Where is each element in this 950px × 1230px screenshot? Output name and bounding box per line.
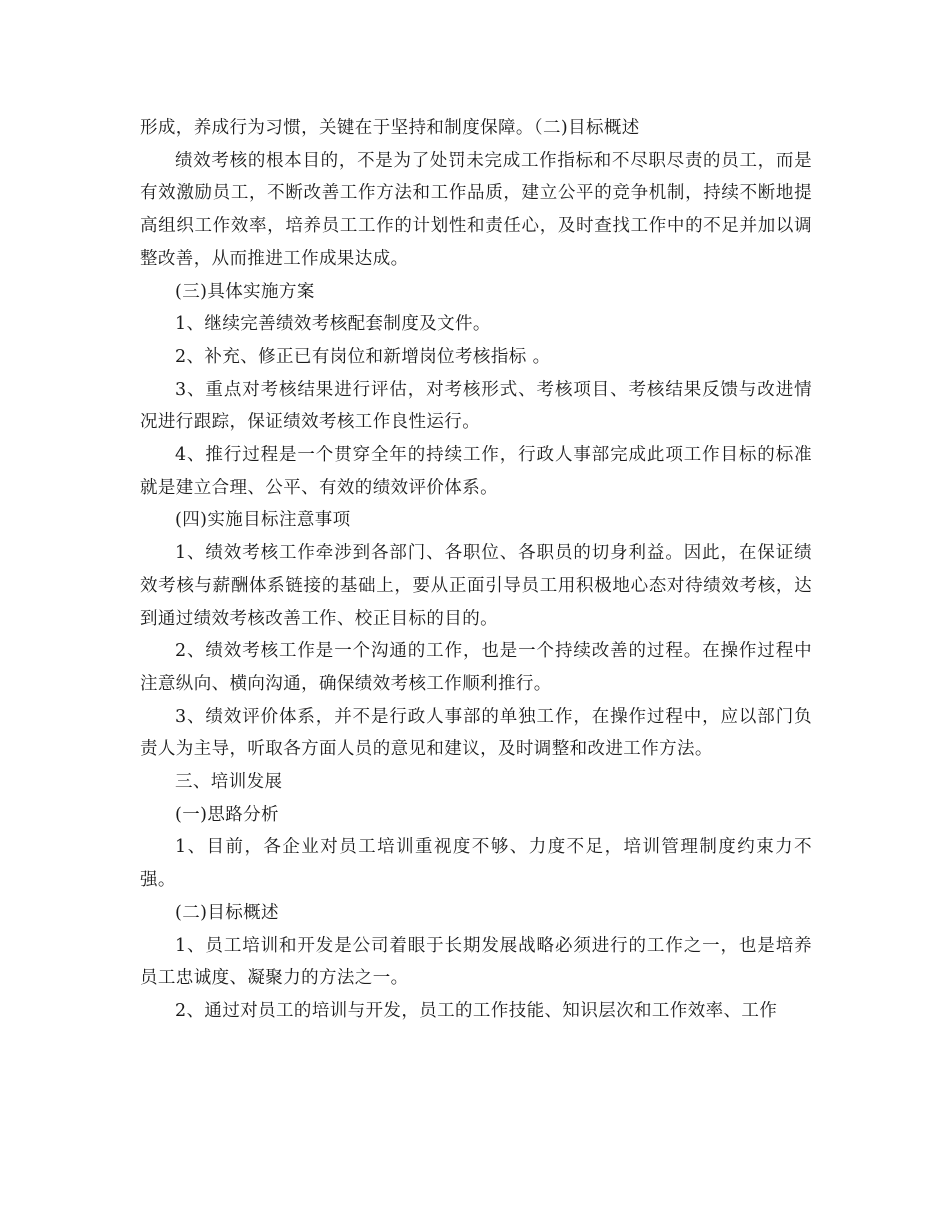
document-body bbox=[140, 112, 812, 1028]
section-heading-implementation-plan: (三)具体实施方案 bbox=[175, 281, 315, 302]
list-item-4: 4、推行过程是一个贯穿全年的持续工作，行政人事部完成此项工作目标的标准就是建立合理、公平、有效的绩效评价体系。 bbox=[140, 445, 812, 498]
list-item-1: 1、继续完善绩效考核配套制度及文件。 bbox=[175, 314, 491, 335]
list-item-1: 1、目前，各企业对员工培训重视度不够、力度不足，培训管理制度约束力不强。 bbox=[140, 837, 812, 891]
list-item-1: 1、员工培训和开发是公司着眼于长期发展战略必须进行的工作之一，也是培养员工忠诚度、凝聚力的方法之一。 bbox=[140, 935, 812, 989]
list-item-1: 1、绩效考核工作牵涉到各部门、各职位、各职员的切身利益。因此，在保证绩效考核与薪酬体系链接的基础上，要从正面引导员工用积极地心态对待绩效考核，达到通过绩效考核改善工作、校正目标的目的。 bbox=[140, 543, 812, 629]
paragraph-continuation: 形成，养成行为习惯，关键在于坚持和制度保障。（二)目标概述 bbox=[140, 118, 640, 138]
list-item-2: 2、补充、修正已有岗位和新增岗位考核指标 。 bbox=[175, 346, 551, 367]
subsection-heading-goals: (二)目标概述 bbox=[175, 902, 279, 923]
paragraph-performance-purpose: 绩效考核的根本目的，不是为了处罚未完成工作指标和不尽职尽责的员工，而是有效激励员工，不断改善工作方法和工作品质，建立公平的竞争机制，持续不断地提高组织工作效率，培养员工工作的计划性和责任心，及时查找工作中的不足并加以调整改善，从而推进工作成果达成。 bbox=[140, 150, 812, 269]
subsection-heading-analysis: (一)思路分析 bbox=[175, 804, 279, 825]
section-heading-training: 三、培训发展 bbox=[175, 772, 283, 793]
list-item-2: 2、绩效考核工作是一个沟通的工作，也是一个持续改善的过程。在操作过程中注意纵向、横向沟通，确保绩效考核工作顺利推行。 bbox=[140, 641, 812, 694]
list-item-2: 2、通过对员工的培训与开发，员工的工作技能、知识层次和工作效率、工作 bbox=[175, 1000, 778, 1021]
list-item-3: 3、重点对考核结果进行评估，对考核形式、考核项目、考核结果反馈与改进情况进行跟踪，保证绩效考核工作良性运行。 bbox=[140, 379, 812, 433]
list-item-3: 3、绩效评价体系，并不是行政人事部的单独工作，在操作过程中，应以部门负责人为主导，听取各方面人员的意见和建议，及时调整和改进工作方法。 bbox=[140, 706, 812, 760]
section-heading-notes: (四)实施目标注意事项 bbox=[175, 510, 351, 531]
